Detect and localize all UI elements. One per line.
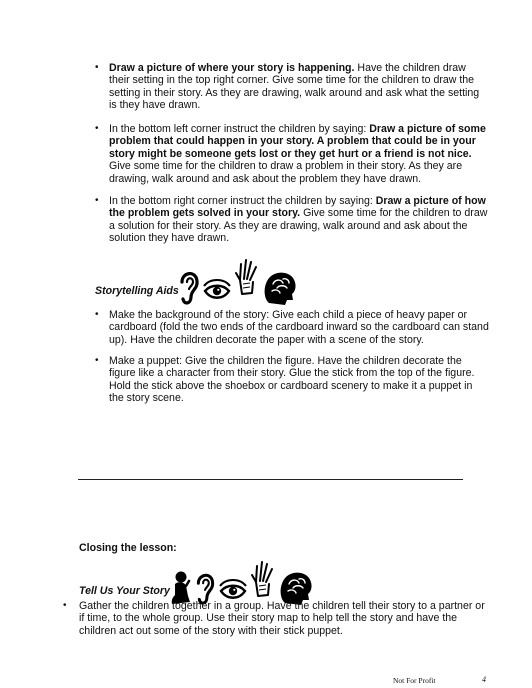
ear-icon	[178, 268, 200, 306]
closing-item: Gather the children together in a group. Have the children tell their story to a partner or if time, to the whole group. Use their story map to help tell the story and have the children act out some of the story with their stick puppet.	[79, 600, 485, 637]
instruction-text: Have the children draw their setting in the top right corner. Give some time for the children to draw the setting in their story. As they are drawing, walk around and ask what the setting is they have drawn.	[109, 62, 480, 112]
tell-us-your-story-heading: Tell Us Your Story	[79, 585, 170, 597]
bullet-marker: •	[63, 600, 67, 611]
bullet-marker: •	[95, 123, 99, 134]
bullet-marker: •	[95, 62, 99, 73]
instruction-setting	[109, 62, 489, 112]
bullet-marker: •	[95, 195, 99, 206]
instruction-solution	[109, 195, 489, 245]
bullet-marker: •	[95, 309, 99, 320]
aid-item-background: Make the background of the story: Give each child a piece of heavy paper or cardboard (fold the two ends of the cardboard inward so the cardboard can stand up). Have the children decorate the paper with a scene of the story.	[109, 309, 489, 346]
bullet-marker: •	[95, 355, 99, 366]
storytelling-aids-heading: Storytelling Aids	[95, 285, 179, 297]
instruction-text: Give some time for the children to draw a problem in their story. As they are drawing, walk around and ask about the problem they have drawn.	[109, 160, 463, 185]
head-brain-icon	[261, 270, 297, 306]
aid-item-puppet: Make a puppet: Give the children the figure. Have the children decorate the figure like a character from their story. Glue the stick from the top of the figure. Hold the stick above the shoebox or cardboard scenery to make it a puppet in the story scene.	[109, 355, 475, 405]
instruction-problem	[109, 123, 489, 185]
instruction-bold: Draw a picture of how the problem gets solved in your story.	[109, 195, 486, 220]
instruction-text-before: In the bottom left corner instruct the children by saying:	[109, 123, 370, 135]
eye-icon	[202, 278, 232, 302]
instruction-text-before: In the bottom right corner instruct the children by saying:	[109, 195, 376, 207]
closing-title: Closing the lesson:	[79, 542, 177, 554]
page-number: 4	[482, 675, 486, 684]
hand-icon	[234, 258, 260, 296]
section-divider	[78, 479, 463, 480]
footer-label: Not For Profit	[393, 676, 436, 685]
instruction-bold: Draw a picture of some problem that could happen in your story. A problem that could be in your story might be someone gets lost or they get hurt or a friend is not nice.	[109, 123, 486, 160]
eye-icon	[218, 578, 248, 602]
instruction-bold: Draw a picture of where your story is happening.	[109, 62, 355, 74]
storytelling-aids-icons	[178, 258, 297, 306]
hand-icon	[250, 560, 276, 598]
instruction-text: Give some time for the children to draw a solution for their story. As they are drawing, walk around and ask about the solution they have drawn.	[109, 207, 488, 245]
